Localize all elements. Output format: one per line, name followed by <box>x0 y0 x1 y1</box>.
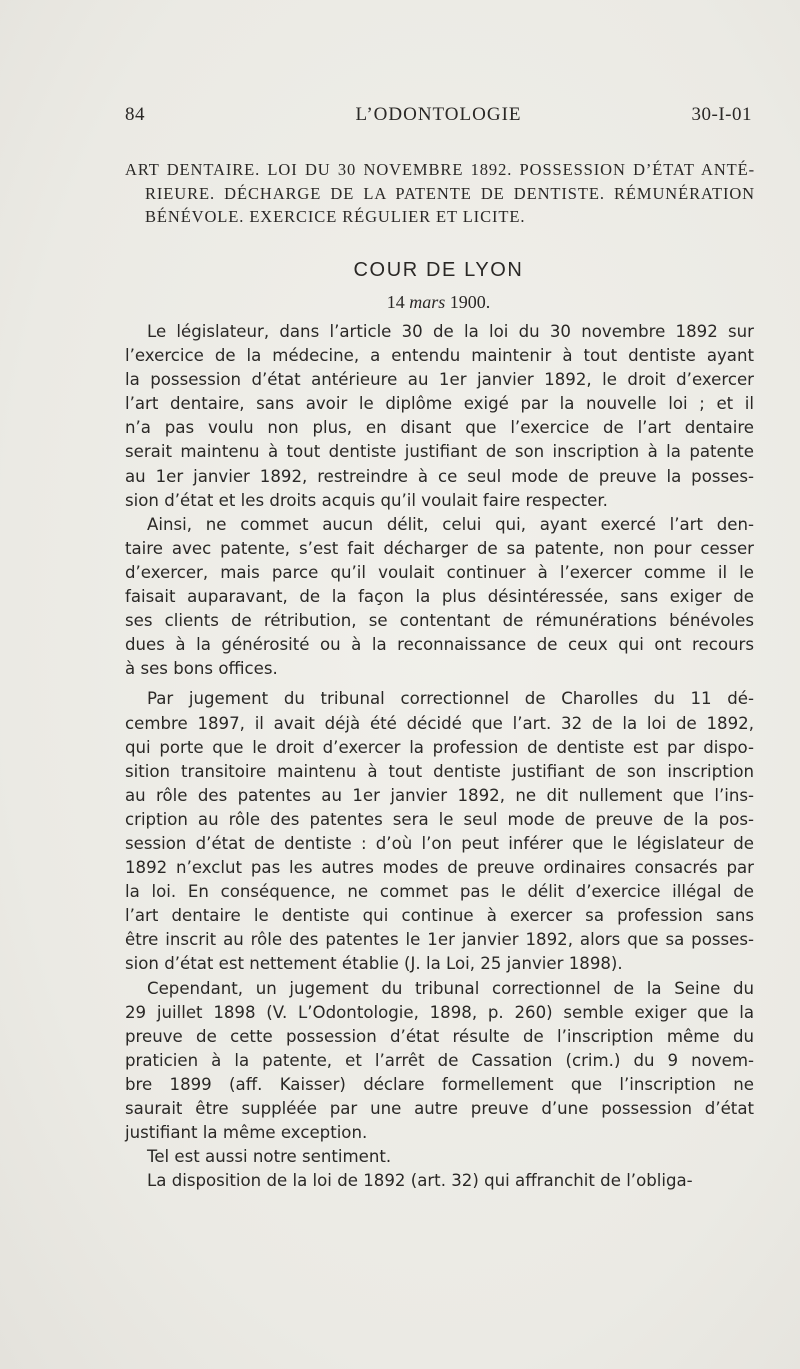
text-line: Le législateur, dans l’article 30 de la loi du 30 novembre 1892 sur <box>147 322 754 341</box>
decision-month: mars <box>409 292 446 312</box>
text-line: à ses bons offices. <box>125 659 278 679</box>
text-line: Ainsi, ne commet aucun délit, celui qui, ayant exercé l’art den- <box>147 514 754 534</box>
text-line: au rôle des patentes au 1er janvier 1892, ne dit nullement que l’ins- <box>125 785 754 805</box>
text-line: au 1er janvier 1892, restreindre à ce seul mode de preuve la posses- <box>125 466 754 486</box>
running-header <box>125 104 752 134</box>
text-line: être inscrit au rôle des patentes le 1er janvier 1892, alors que sa posses- <box>125 930 754 950</box>
paragraph <box>125 513 754 682</box>
case-summary <box>125 158 755 229</box>
text-line: l’exercice de la médecine, a entendu maintenir à tout dentiste ayant <box>125 346 754 366</box>
summary-line: ART DENTAIRE. LOI DU 30 NOVEMBRE 1892. POSSESSION D’ÉTAT ANTÉ- <box>125 160 755 179</box>
text-line: session d’état de dentiste : d’où l’on peut inférer que le législateur de <box>125 833 754 853</box>
text-line: 29 juillet 1898 (V. L’Odontologie, 1898, p. 260) semble exiger que la <box>125 1002 754 1022</box>
text-line: Tel est aussi notre sentiment. <box>147 1147 392 1167</box>
paragraph <box>125 1169 754 1193</box>
paragraph <box>125 687 754 976</box>
text-line: dues à la générosité ou à la reconnaissance de ceux qui ont recours <box>125 635 754 655</box>
decision-year: 1900. <box>449 292 491 312</box>
paragraph <box>125 320 754 513</box>
paragraph <box>125 977 754 1146</box>
text-line: La disposition de la loi de 1892 (art. 32) qui affranchit de l’obliga- <box>147 1171 693 1191</box>
text-line: faisait auparavant, de la façon la plus désintéressée, sans exiger de <box>125 587 754 607</box>
issue-date: 30-I-01 <box>691 104 752 125</box>
text-line: cembre 1897, il avait déjà été décidé que l’art. 32 de la loi de 1892, <box>125 713 754 733</box>
journal-title: L’ODONTOLOGIE <box>355 104 522 125</box>
text-line: bre 1899 (aff. Kaisser) déclare formellement que l’inscription ne <box>125 1074 754 1094</box>
summary-line: RIEURE. DÉCHARGE DE LA PATENTE DE DENTISTE. RÉMUNÉRATION <box>145 183 755 203</box>
text-line: qui porte que le droit d’exercer la profession de dentiste est par dispo- <box>125 737 754 757</box>
text-line: saurait être suppléée par une autre preuve d’une possession d’état <box>125 1099 754 1118</box>
article-body <box>125 320 754 1193</box>
text-line: sion d’état et les droits acquis qu’il voulait faire respecter. <box>125 490 608 510</box>
page-number: 84 <box>125 104 145 125</box>
text-line: cription au rôle des patentes sera le seul mode de preuve de la pos- <box>125 809 754 829</box>
text-line: sition transitoire maintenu à tout dentiste justifiant de son inscription <box>125 761 754 781</box>
court-name: COUR DE LYON <box>353 259 524 281</box>
text-line: taire avec patente, s’est fait décharger de sa patente, non pour cesser <box>125 538 754 558</box>
text-line: l’art dentaire, sans avoir le diplôme exigé par la nouvelle loi ; et il <box>125 394 754 414</box>
text-line: d’exercer, mais parce qu’il voulait continuer à l’exercer comme il le <box>125 562 754 582</box>
text-line: justifiant la même exception. <box>125 1123 368 1143</box>
decision-day: 14 <box>386 292 405 312</box>
text-line: la possession d’état antérieure au 1er janvier 1892, le droit d’exercer <box>125 370 754 390</box>
summary-line: BÉNÉVOLE. EXERCICE RÉGULIER ET LICITE. <box>145 207 526 226</box>
text-line: sion d’état est nettement établie (J. la Loi, 25 janvier 1898). <box>125 954 623 974</box>
text-line: preuve de cette possession d’état résulte de l’inscription même du <box>125 1026 754 1046</box>
text-line: ses clients de rétribution, se contentant de rémunérations bénévoles <box>125 611 754 631</box>
text-line: l’art dentaire le dentiste qui continue à exercer sa profession sans <box>125 906 754 926</box>
text-line: Cependant, un jugement du tribunal correctionnel de la Seine du <box>147 978 754 998</box>
text-line: serait maintenu à tout dentiste justifiant de son inscription à la patente <box>125 442 754 462</box>
text-line: praticien à la patente, et l’arrêt de Cassation (crim.) du 9 novem- <box>125 1050 754 1070</box>
decision-date <box>125 292 752 313</box>
text-line: la loi. En conséquence, ne commet pas le délit d’exercice illégal de <box>125 882 754 902</box>
paragraph <box>125 1145 754 1169</box>
text-line: Par jugement du tribunal correctionnel de Charolles du 11 dé- <box>147 689 754 709</box>
text-line: 1892 n’exclut pas les autres modes de preuve ordinaires consacrés par <box>125 858 754 878</box>
text-line: n’a pas voulu non plus, en disant que l’exercice de l’art dentaire <box>125 418 754 438</box>
